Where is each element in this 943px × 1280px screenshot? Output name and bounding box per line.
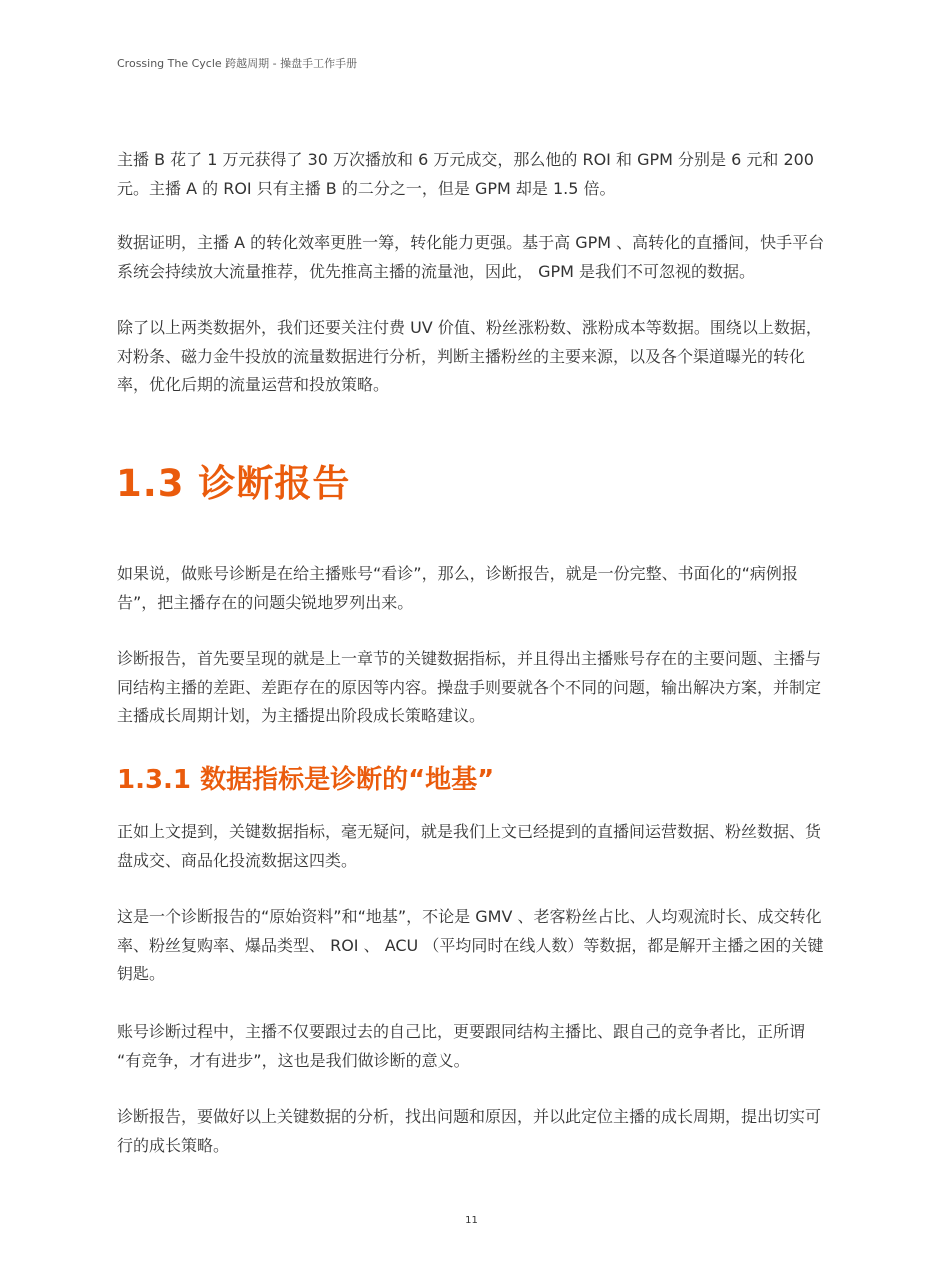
paragraph-foundation: 这是一个诊断报告的“原始资料”和“地基”，不论是 GMV 、老客粉丝占比、人均观流时长、成交转化率、粉丝复购率、爆品类型、 ROI 、 ACU （平均同时在线人数）等数据，都是解开主播之困的关键钥匙。 <box>117 907 824 983</box>
section-heading: 1.3 诊断报告 <box>116 462 351 505</box>
paragraph-comparison: 账号诊断过程中，主播不仅要跟过去的自己比，更要跟同结构主播比、跟自己的竞争者比，正所谓 “有竞争，才有进步”，这也是我们做诊断的意义。 <box>117 1022 806 1070</box>
paragraph-key-indicators: 正如上文提到，关键数据指标，毫无疑问，就是我们上文已经提到的直播间运营数据、粉丝数据、货盘成交、商品化投流数据这四类。 <box>117 822 822 870</box>
paragraph-other-data: 除了以上两类数据外，我们还要关注付费 UV 价值、粉丝涨粉数、涨粉成本等数据。围绕以上数据，对粉条、磁力金牛投放的流量数据进行分析，判断主播粉丝的主要来源，以及各个渠道曝光的转化率，优化后期的流量运营和投放策略。 <box>117 318 822 394</box>
running-header: Crossing The Cycle 跨越周期 - 操盘手工作手册 <box>117 57 358 70</box>
paragraph-conclusion: 诊断报告，要做好以上关键数据的分析，找出问题和原因，并以此定位主播的成长周期，提出切实可行的成长策略。 <box>117 1107 822 1155</box>
paragraph-diagnosis-definition: 如果说，做账号诊断是在给主播账号“看诊”，那么，诊断报告，就是一份完整、书面化的“病例报告”，把主播存在的问题尖锐地罗列出来。 <box>117 564 798 612</box>
paragraph-conversion-efficiency: 数据证明，主播 A 的转化效率更胜一筹，转化能力更强。基于高 GPM 、高转化的直播间，快手平台系统会持续放大流量推荐，优先推高主播的流量池，因此， GPM 是我们不可忽视的数据。 <box>117 233 825 281</box>
subsection-heading: 1.3.1 数据指标是诊断的“地基” <box>117 765 495 795</box>
page-number: 11 <box>465 1215 478 1226</box>
paragraph-roi-gpm-example: 主播 B 花了 1 万元获得了 30 万次播放和 6 万元成交，那么他的 ROI 和 GPM 分别是 6 元和 200 元。主播 A 的 ROI 只有主播 B 的二分之一，但是 GPM 却是 1.5 倍。 <box>117 150 814 198</box>
paragraph-report-contents: 诊断报告，首先要呈现的就是上一章节的关键数据指标，并且得出主播账号存在的主要问题、主播与同结构主播的差距、差距存在的原因等内容。操盘手则要就各个不同的问题，输出解决方案，并制定主播成长周期计划，为主播提出阶段成长策略建议。 <box>117 649 822 725</box>
